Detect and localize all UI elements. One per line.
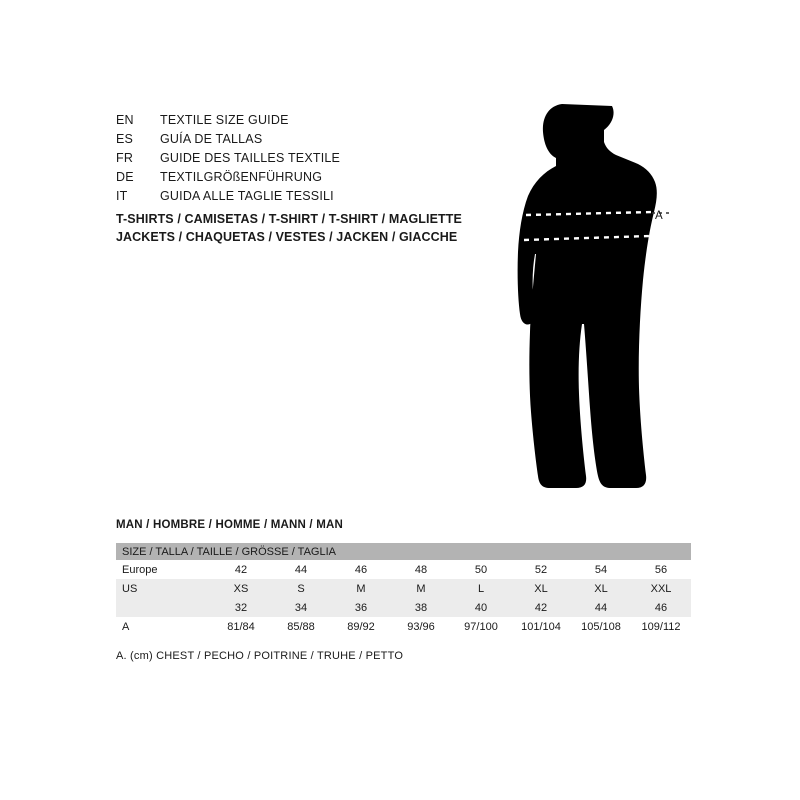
table-header-row xyxy=(116,543,691,560)
language-code: IT xyxy=(116,189,128,203)
table-cell: 34 xyxy=(271,598,331,617)
table-cell: 109/112 xyxy=(631,617,691,636)
table-cell: 54 xyxy=(571,560,631,579)
table-row xyxy=(116,579,691,598)
language-title: GUIDE DES TAILLES TEXTILE xyxy=(160,151,341,165)
silhouette-body xyxy=(518,104,657,488)
row-label: A xyxy=(116,617,211,636)
silhouette-svg xyxy=(500,100,720,500)
table-cell: 38 xyxy=(391,598,451,617)
table-cell: 46 xyxy=(631,598,691,617)
table-cell: XS xyxy=(211,579,271,598)
table-row xyxy=(116,598,691,617)
male-silhouette-figure xyxy=(500,100,720,500)
table-row xyxy=(116,560,691,579)
table-cell: 36 xyxy=(331,598,391,617)
table-footnote: A. (cm) CHEST / PECHO / POITRINE / TRUHE / PETTO xyxy=(116,650,404,662)
table-cell: XXL xyxy=(631,579,691,598)
table-row xyxy=(116,617,691,636)
table-cell: XL xyxy=(571,579,631,598)
table-cell: S xyxy=(271,579,331,598)
table-cell: 85/88 xyxy=(271,617,331,636)
table-cell: XL xyxy=(511,579,571,598)
garment-type-block xyxy=(116,210,536,246)
table-cell: M xyxy=(331,579,391,598)
language-code: EN xyxy=(116,113,134,127)
table-cell: 32 xyxy=(211,598,271,617)
language-row xyxy=(116,151,476,170)
table-cell: 56 xyxy=(631,560,691,579)
table-cell: 44 xyxy=(571,598,631,617)
language-code: FR xyxy=(116,151,134,165)
table-cell: 42 xyxy=(211,560,271,579)
language-code: ES xyxy=(116,132,134,146)
table-cell: 52 xyxy=(511,560,571,579)
row-label: US xyxy=(116,579,211,598)
table-cell: 42 xyxy=(511,598,571,617)
table-cell: 89/92 xyxy=(331,617,391,636)
size-table xyxy=(116,543,691,636)
table-header-label: SIZE / TALLA / TAILLE / GRÖSSE / TAGLIA xyxy=(116,543,691,560)
table-cell: 50 xyxy=(451,560,511,579)
table-cell: 48 xyxy=(391,560,451,579)
table-cell: 44 xyxy=(271,560,331,579)
table-cell: 105/108 xyxy=(571,617,631,636)
table-cell: 46 xyxy=(331,560,391,579)
table-cell: 97/100 xyxy=(451,617,511,636)
table-cell: 81/84 xyxy=(211,617,271,636)
table-cell: M xyxy=(391,579,451,598)
language-row xyxy=(116,132,476,151)
table-cell: 93/96 xyxy=(391,617,451,636)
garment-line-jackets: JACKETS / CHAQUETAS / VESTES / JACKEN / GIACCHE xyxy=(116,230,458,244)
row-label xyxy=(116,598,211,617)
language-row xyxy=(116,113,476,132)
language-code: DE xyxy=(116,170,134,184)
language-title: GUÍA DE TALLAS xyxy=(160,132,263,146)
table-cell: 101/104 xyxy=(511,617,571,636)
table-cell: 40 xyxy=(451,598,511,617)
table-cell: L xyxy=(451,579,511,598)
language-title: TEXTILE SIZE GUIDE xyxy=(160,113,289,127)
row-label: Europe xyxy=(116,560,211,579)
chest-measure-label: A xyxy=(655,210,664,222)
language-title: GUIDA ALLE TAGLIE TESSILI xyxy=(160,189,334,203)
table-heading-man: MAN / HOMBRE / HOMME / MANN / MAN xyxy=(116,519,344,531)
language-row xyxy=(116,189,476,208)
language-title-block xyxy=(116,113,476,208)
language-row xyxy=(116,170,476,189)
language-title: TEXTILGRÖßENFÜHRUNG xyxy=(160,170,323,184)
garment-line-tshirts: T-SHIRTS / CAMISETAS / T-SHIRT / T-SHIRT / MAGLIETTE xyxy=(116,212,462,226)
